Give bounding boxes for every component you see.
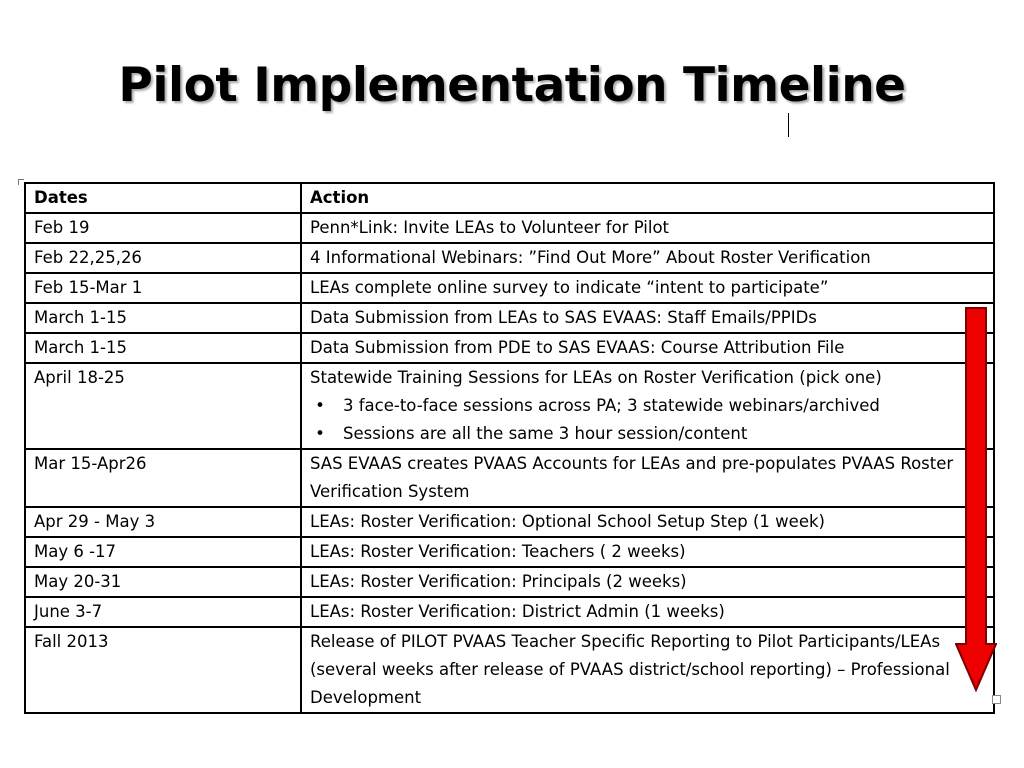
red-down-arrow-icon [955,307,997,692]
action-cell [301,363,994,449]
date-cell: June 3-7 [25,597,301,627]
slide-title: Pilot Implementation Timeline [118,58,906,113]
table-row [25,597,994,627]
action-cell: LEAs: Roster Verification: Optional School Setup Step (1 week) [301,507,994,537]
table-row [25,273,994,303]
action-cell: Data Submission from LEAs to SAS EVAAS: Staff Emails/PPIDs [301,303,994,333]
action-cell: SAS EVAAS creates PVAAS Accounts for LEAs and pre-populates PVAAS Roster Verification System [301,449,994,507]
timeline-table-container [24,182,995,714]
date-cell: Fall 2013 [25,627,301,713]
bullet-item [310,392,985,420]
bullet-list [310,392,985,448]
date-cell: Feb 22,25,26 [25,243,301,273]
table-header-row [25,183,994,213]
table-row [25,213,994,243]
action-cell: LEAs: Roster Verification: Teachers ( 2 weeks) [301,537,994,567]
action-cell: Release of PILOT PVAAS Teacher Specific Reporting to Pilot Participants/LEAs (several weeks after release of PVAAS district/school reporting) – Professional Development [301,627,994,713]
table-row [25,333,994,363]
date-cell: April 18-25 [25,363,301,449]
table-row [25,507,994,537]
text-cursor [788,113,789,137]
action-cell: LEAs complete online survey to indicate “intent to participate” [301,273,994,303]
table-row [25,363,994,449]
table-resize-handle[interactable] [992,695,1001,704]
date-cell: March 1-15 [25,303,301,333]
table-row [25,627,994,713]
table-row [25,537,994,567]
action-text: Statewide Training Sessions for LEAs on Roster Verification (pick one) [310,368,882,387]
date-cell: Feb 15-Mar 1 [25,273,301,303]
action-cell: 4 Informational Webinars: ”Find Out More” About Roster Verification [301,243,994,273]
header-dates: Dates [25,183,301,213]
date-cell: March 1-15 [25,333,301,363]
action-cell: LEAs: Roster Verification: District Admin (1 weeks) [301,597,994,627]
table-row [25,567,994,597]
bullet-icon: • [315,424,325,443]
date-cell: May 20-31 [25,567,301,597]
action-cell: Data Submission from PDE to SAS EVAAS: Course Attribution File [301,333,994,363]
table-row [25,243,994,273]
date-cell: Mar 15-Apr26 [25,449,301,507]
bullet-text: Sessions are all the same 3 hour session/content [343,424,748,443]
table-row [25,449,994,507]
bullet-item [310,420,985,448]
date-cell: Apr 29 - May 3 [25,507,301,537]
action-cell: LEAs: Roster Verification: Principals (2 weeks) [301,567,994,597]
action-cell: Penn*Link: Invite LEAs to Volunteer for Pilot [301,213,994,243]
timeline-table [24,182,995,714]
arrow-shape [956,308,996,690]
date-cell: May 6 -17 [25,537,301,567]
bullet-text: 3 face-to-face sessions across PA; 3 statewide webinars/archived [343,396,880,415]
table-row [25,303,994,333]
table-anchor-icon [18,179,24,185]
bullet-icon: • [315,396,325,415]
date-cell: Feb 19 [25,213,301,243]
header-action: Action [301,183,994,213]
